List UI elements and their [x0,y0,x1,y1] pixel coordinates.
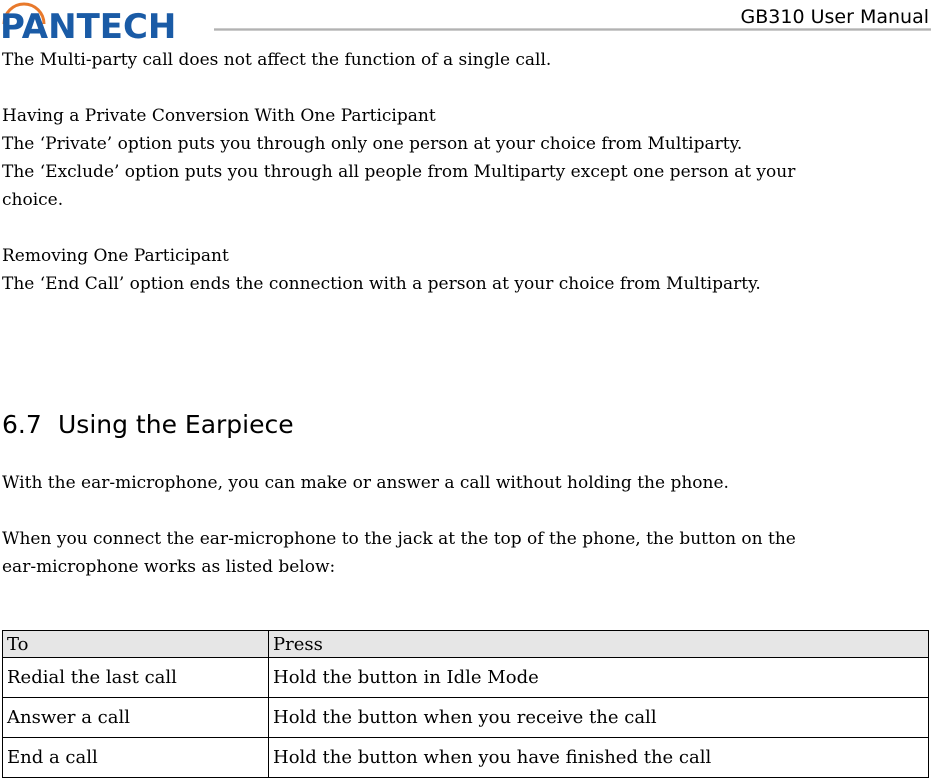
private-conversation-heading: Having a Private Conversion With One Participant [2,106,436,126]
pantech-logo [0,0,210,48]
private-option-text: The ‘Private’ option puts you through only one person at your choice from Multiparty. [2,134,743,154]
paragraph-single-call: The Multi-party call does not affect the function of a single call. [2,50,552,70]
table-header-to: To [3,631,269,658]
table-row [3,698,929,738]
table-header-row [3,631,929,658]
exclude-option-text-2: choice. [2,190,64,210]
connect-text-2: ear-microphone works as listed below: [2,557,336,577]
manual-title: GB310 User Manual [740,6,929,28]
earpiece-button-table [2,630,929,778]
exclude-option-text-1: The ‘Exclude’ option puts you through all people from Multiparty except one person at your [2,162,796,182]
table-row [3,738,929,778]
table-cell-press: Hold the button in Idle Mode [269,658,929,698]
table-cell-press: Hold the button when you receive the call [269,698,929,738]
table-cell-press: Hold the button when you have finished the call [269,738,929,778]
removing-participant-heading: Removing One Participant [2,246,229,266]
earpiece-intro: With the ear-microphone, you can make or answer a call without holding the phone. [2,473,729,493]
table-cell-action: End a call [3,738,269,778]
table-row [3,658,929,698]
connect-text-1: When you connect the ear-microphone to the jack at the top of the phone, the button on the [2,529,796,549]
table-header-press: Press [269,631,929,658]
page-header [0,0,931,50]
multiparty-text [2,46,930,298]
logo-wordmark: PANTECH [0,7,177,47]
table-cell-action: Redial the last call [3,658,269,698]
earpiece-text [2,469,930,581]
section-title: Using the Earpiece [58,410,294,439]
section-heading [2,410,294,439]
end-call-option-text: The ‘End Call’ option ends the connection with a person at your choice from Multiparty. [2,274,761,294]
section-number: 6.7 [2,410,42,439]
table-cell-action: Answer a call [3,698,269,738]
header-rule [214,28,931,31]
